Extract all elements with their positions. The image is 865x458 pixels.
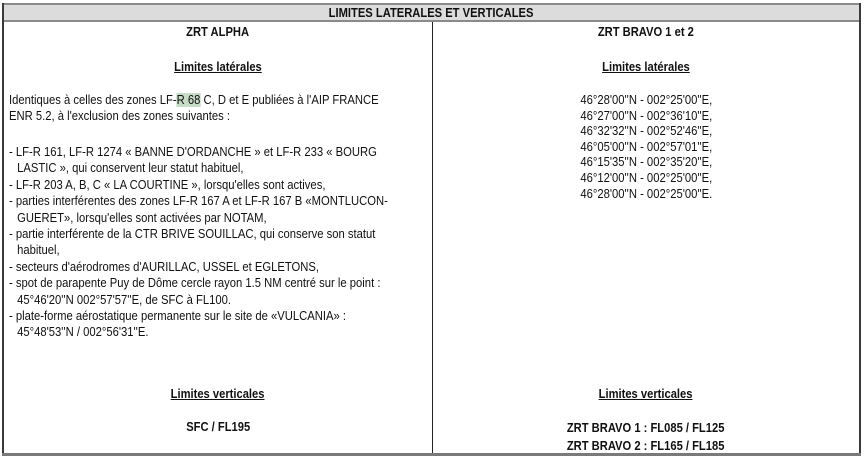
coordinate-text: 46°28'00''N - 002°25'00''E, (580, 93, 712, 107)
coordinate-text: 46°15'35''N - 002°35'20''E, (580, 155, 712, 170)
exclusion-item-6-line-2: 45°46'20''N 002°57'57''E, de SFC à FL100. (17, 292, 232, 307)
bravo-vertical-limits-heading: Limites verticales (599, 386, 693, 401)
bravo-vertical-values (433, 419, 859, 455)
exclusion-item-7-line-1: - plate-forme aérostatique permanente sur le site de «VULCANIA» : (9, 309, 347, 324)
bravo-vertical-title-wrap (433, 385, 859, 403)
alpha-intro-paragraph (9, 92, 420, 125)
alpha-vertical-title-wrap (4, 385, 432, 403)
bravo-1-vertical-limits: ZRT BRAVO 1 : FL085 / FL125 (567, 420, 725, 435)
highlighted-text: R 68 (176, 93, 201, 107)
coordinate-text: 46°27'00''N - 002°36'10''E, (580, 108, 712, 123)
exclusion-item-3-line-1: - parties interférentes des zones LF-R 167 A et LF-R 167 B «MONTLUCON- (9, 194, 388, 209)
intro-text-post: C, D et E publiées à l'AIP FRANCE (200, 93, 379, 107)
table-header (2, 3, 861, 22)
bravo-lateral-limits-heading: Limites latérales (602, 59, 690, 74)
zrt-alpha-cell (4, 22, 432, 453)
exclusion-item-7-line-2: 45°48'53''N / 002°56'31''E. (17, 325, 149, 340)
coordinate-row (433, 171, 859, 187)
coordinate-row (433, 93, 859, 109)
exclusion-item-4-line-1: - partie interférente de la CTR BRIVE SOUILLAC, qui conserve son statut (9, 227, 376, 242)
zrt-alpha-title: ZRT ALPHA (186, 24, 250, 39)
coordinate-text: 46°32'32''N - 002°52'46''E, (580, 124, 712, 139)
exclusion-item-2-line-1: - LF-R 203 A, B, C « LA COURTINE », lorsqu'elles sont actives, (9, 177, 326, 192)
exclusion-item-3-line-2: GUERET», lorsqu'elles sont activées par NOTAM, (17, 210, 267, 225)
exclusion-item-1-line-2: LASTIC », qui conservent leur statut habituel, (17, 161, 244, 176)
bravo-coordinates-list (433, 93, 859, 202)
zrt-alpha-title-wrap (4, 23, 432, 41)
bravo-lateral-title-wrap (433, 58, 859, 76)
coordinate-row (433, 187, 859, 203)
coordinate-row (433, 109, 859, 125)
exclusion-item-6-line-1: - spot de parapente Puy de Dôme cercle rayon 1.5 NM centré sur le point : (9, 276, 381, 291)
alpha-intro-line-2: ENR 5.2, à l'exclusion des zones suivantes : (9, 109, 231, 124)
exclusion-item-4-line-2: habituel, (17, 243, 60, 258)
table-title: LIMITES LATERALES ET VERTICALES (329, 5, 534, 20)
alpha-exclusions-list (9, 144, 430, 341)
alpha-vertical-limits-value: SFC / FL195 (185, 419, 250, 434)
exclusion-item-1-line-1: - LF-R 161, LF-R 1274 « BANNE D'ORDANCHE » et LF-R 233 « BOURG (9, 145, 377, 159)
bravo-2-vertical-limits: ZRT BRAVO 2 : FL165 / FL185 (567, 438, 725, 453)
coordinate-text: 46°28'00''N - 002°25'00''E. (580, 186, 712, 201)
table-right-border (859, 3, 861, 455)
coordinate-row (433, 155, 859, 171)
zrt-bravo-cell (433, 22, 859, 453)
coordinate-text: 46°12'00''N - 002°25'00''E, (580, 170, 712, 185)
exclusion-item-5-line-1: - secteurs d'aérodromes d'AURILLAC, USSEL et EGLETONS, (9, 259, 320, 274)
zrt-bravo-title: ZRT BRAVO 1 et 2 (597, 24, 695, 39)
alpha-vertical-limits-heading: Limites verticales (171, 386, 265, 401)
alpha-lateral-limits-heading: Limites latérales (174, 59, 262, 74)
intro-text-pre: Identiques à celles des zones LF- (9, 93, 177, 107)
alpha-intro-line-1 (9, 92, 379, 108)
alpha-vertical-value-wrap (4, 418, 432, 436)
coordinate-row (433, 124, 859, 140)
zrt-bravo-title-wrap (433, 23, 859, 41)
coordinate-text: 46°05'00''N - 002°57'01''E, (580, 139, 712, 154)
coordinate-row (433, 140, 859, 156)
alpha-lateral-title-wrap (4, 58, 432, 76)
